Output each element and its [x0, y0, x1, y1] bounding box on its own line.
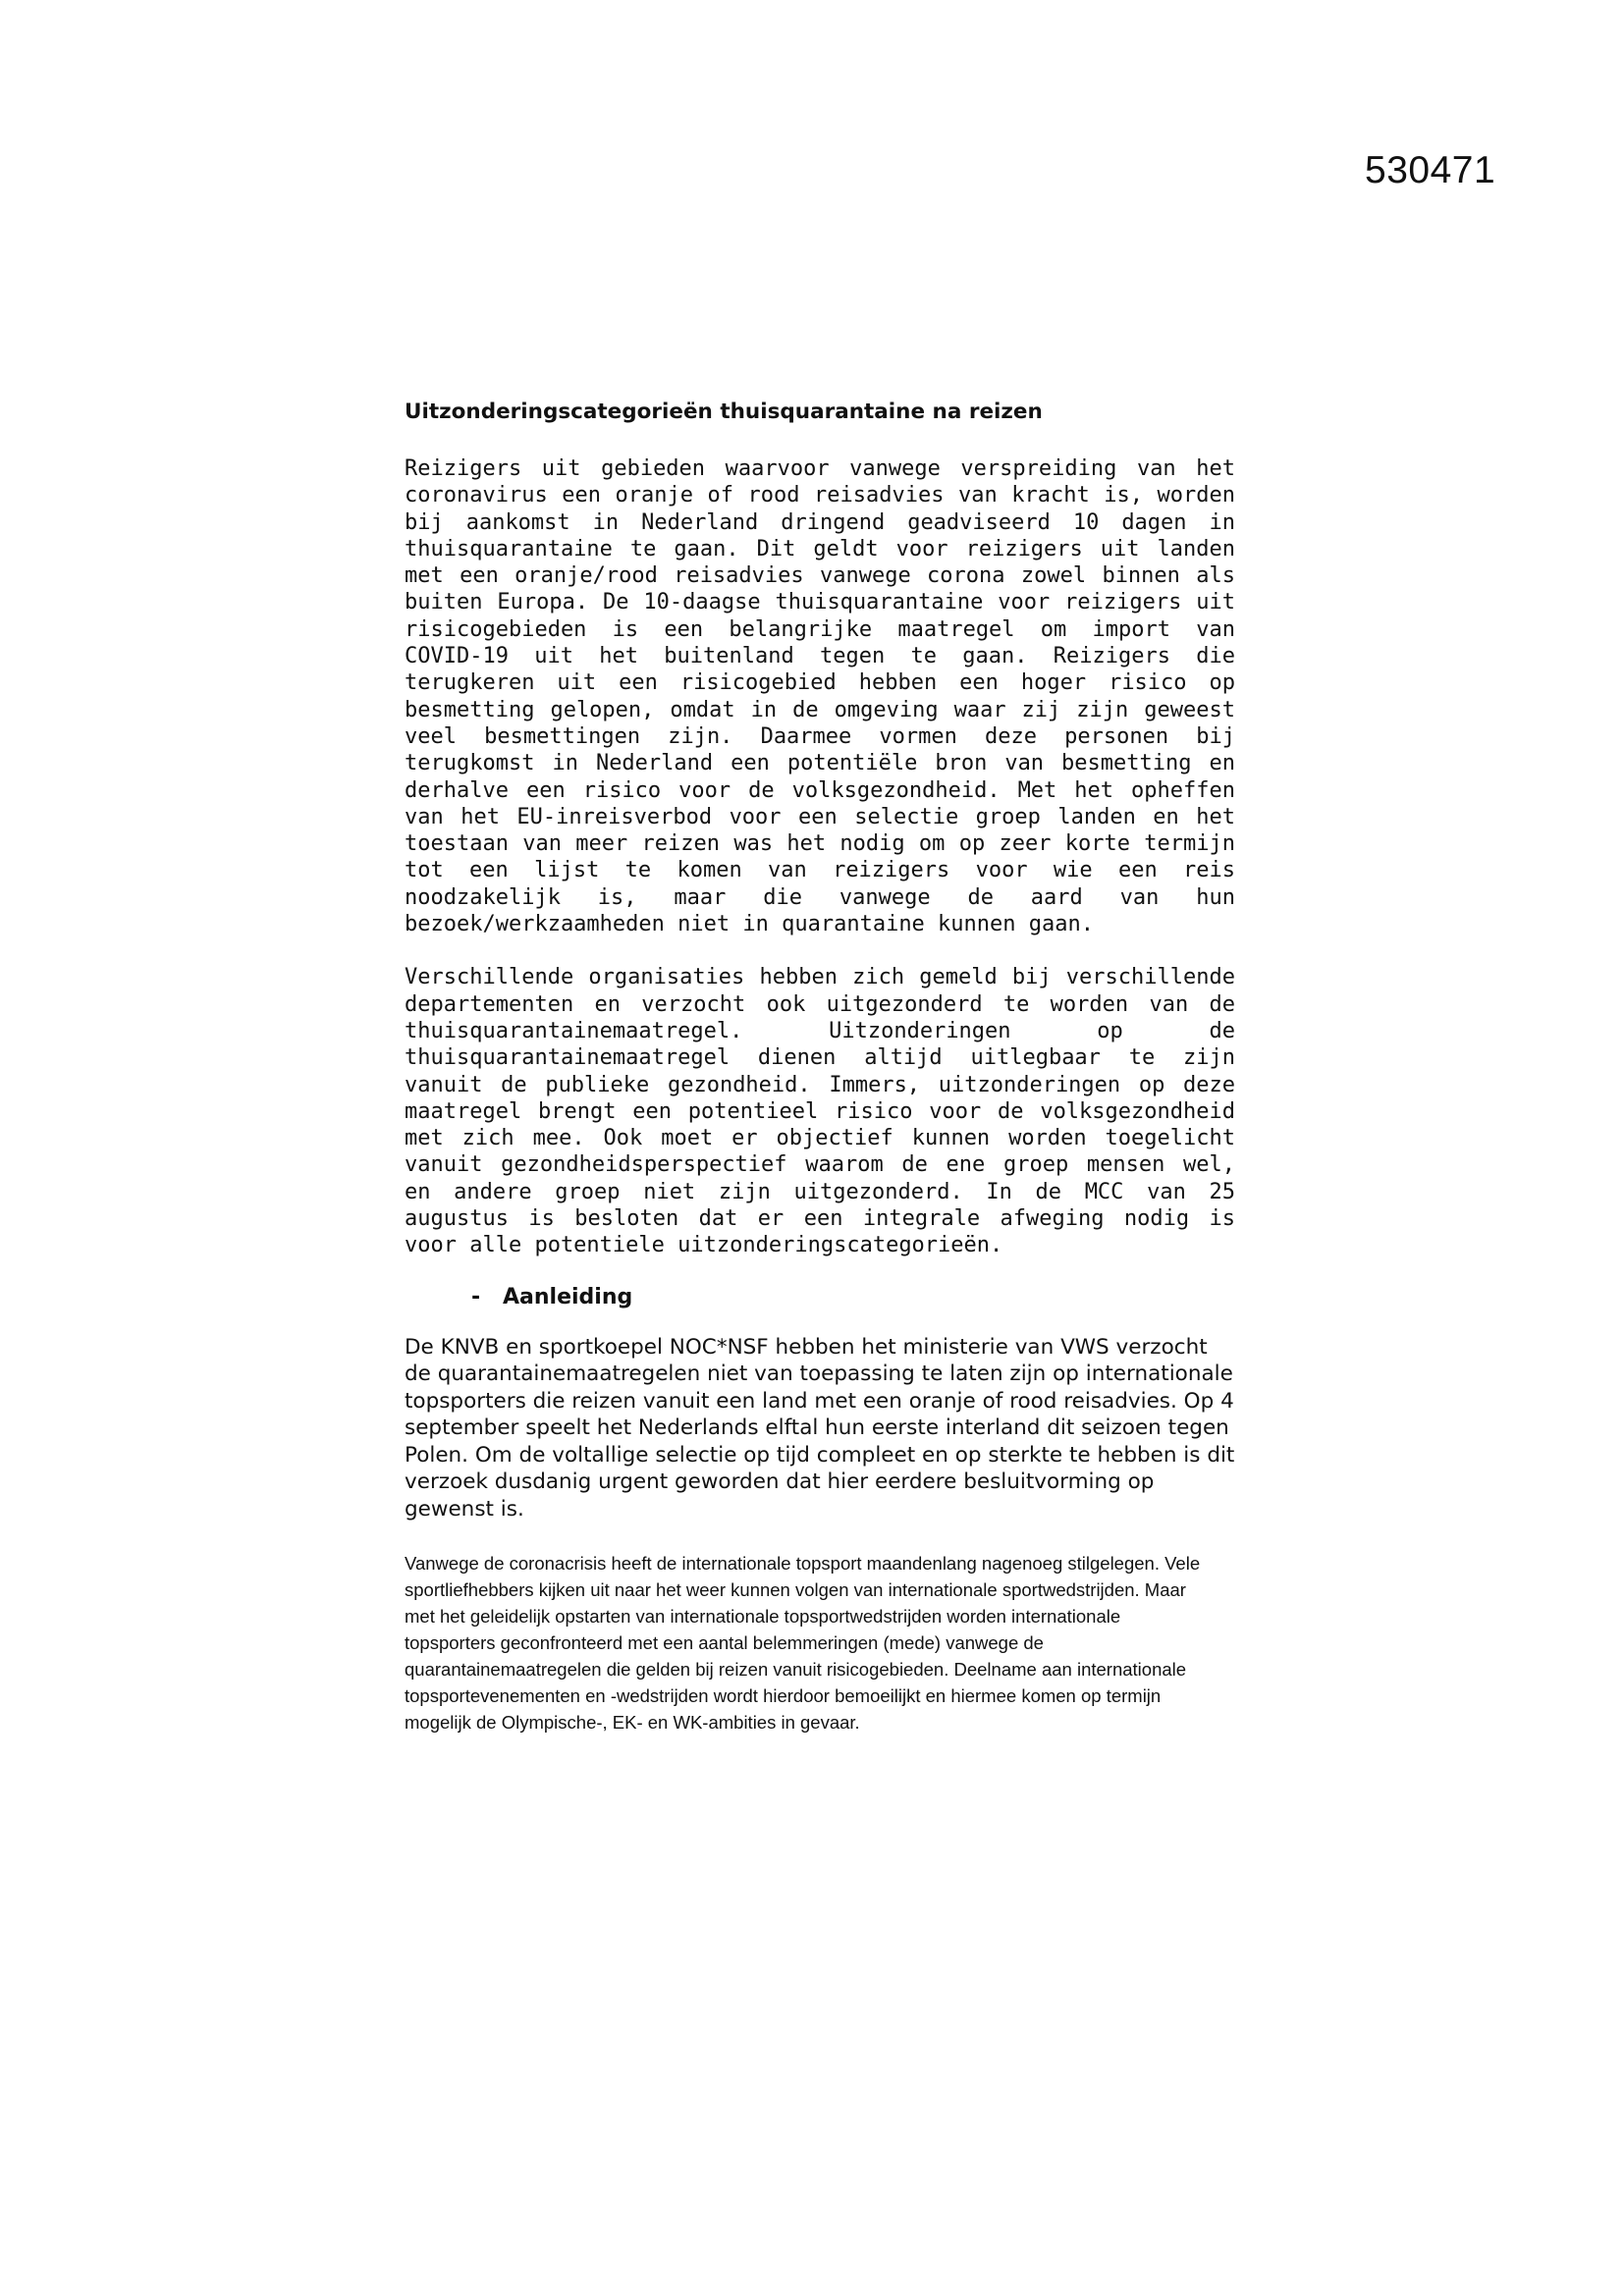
section-bullet: - [471, 1284, 481, 1309]
section-heading-label: Aanleiding [503, 1284, 633, 1309]
document-title: Uitzonderingscategorieën thuisquarantaine na reizen [405, 400, 1043, 424]
section-heading-aanleiding [471, 1283, 1235, 1312]
exemptions-paragraph: Verschillende organisaties hebben zich gemeld bij verschillende departementen en verzocht ook uitgezonderd te worden van de thuisquarantainemaatregel. Uitzonderingen op de thuisquarantainemaatregel dienen altijd uitlegbaar te zijn vanuit de publieke gezondheid. Immers, uitzonderingen op deze maatregel brengt een potentieel risico voor de volksgezondheid met zich mee. Ook moet er objectief kunnen worden toegelicht vanuit gezondheidsperspectief waarom de ene groep mensen wel, en andere groep niet zijn uitgezonderd. In de MCC van 25 augustus is besloten dat er een integrale afweging nodig is voor alle potentiele uitzonderingscategorieën. [405, 965, 1235, 1258]
intro-paragraph: Reizigers uit gebieden waarvoor vanwege verspreiding van het coronavirus een oranje of rood reisadvies van kracht is, worden bij aankomst in Nederland dringend geadviseerd 10 dagen in thuisquarantaine te gaan. Dit geldt voor reizigers uit landen met een oranje/rood reisadvies vanwege corona zowel binnen als buiten Europa. De 10-daagse thuisquarantaine voor reizigers uit risicogebieden is een belangrijke maatregel om import van COVID-19 uit het buitenland tegen te gaan. Reizigers die terugkeren uit een risicogebied hebben een hoger risico op besmetting gelopen, omdat in de omgeving waar zij zijn geweest veel besmettingen zijn. Daarmee vormen deze personen bij terugkomst in Nederland een potentiële bron van besmetting en derhalve een risico voor de volksgezondheid. Met het opheffen van het EU-inreisverbod voor een selectie groep landen en het toestaan van meer reizen was het nodig om op zeer korte termijn tot een lijst te komen van reizigers voor wie een reis noodzakelijk is, maar die vanwege de aard van hun bezoek/werkzaamheden niet in quarantaine kunnen gaan. [405, 456, 1235, 937]
aanleiding-paragraph: De KNVB en sportkoepel NOC*NSF hebben het ministerie van VWS verzocht de quarantainemaatregelen niet van toepassing te laten zijn op internationale topsporters die reizen vanuit een land met een oranje of rood reisadvies. Op 4 september speelt het Nederlands elftal hun eerste interland dit seizoen tegen Polen. Om de voltallige selectie op tijd compleet en op sterkte te hebben is dit verzoek dusdanig urgent geworden dat hier eerdere besluitvorming op gewenst is. [405, 1334, 1235, 1522]
document-number: 530471 [1365, 149, 1496, 191]
context-paragraph: Vanwege de coronacrisis heeft de internationale topsport maandenlang nagenoeg stilgelegen. Vele sportliefhebbers kijken uit naar het weer kunnen volgen van internationale sportwedstrijden. Maar met het geleidelijk opstarten van internationale topsportwedstrijden worden internationale topsporters geconfronteerd met een aantal belemmeringen (mede) vanwege de quarantainemaatregelen die gelden bij reizen vanuit risicogebieden. Deelname aan internationale topsportevenementen en -wedstrijden wordt hierdoor bemoeilijkt en hiermee komen op termijn mogelijk de Olympische-, EK- en WK-ambities in gevaar. [405, 1553, 1201, 1734]
document-body [405, 398, 1235, 1735]
